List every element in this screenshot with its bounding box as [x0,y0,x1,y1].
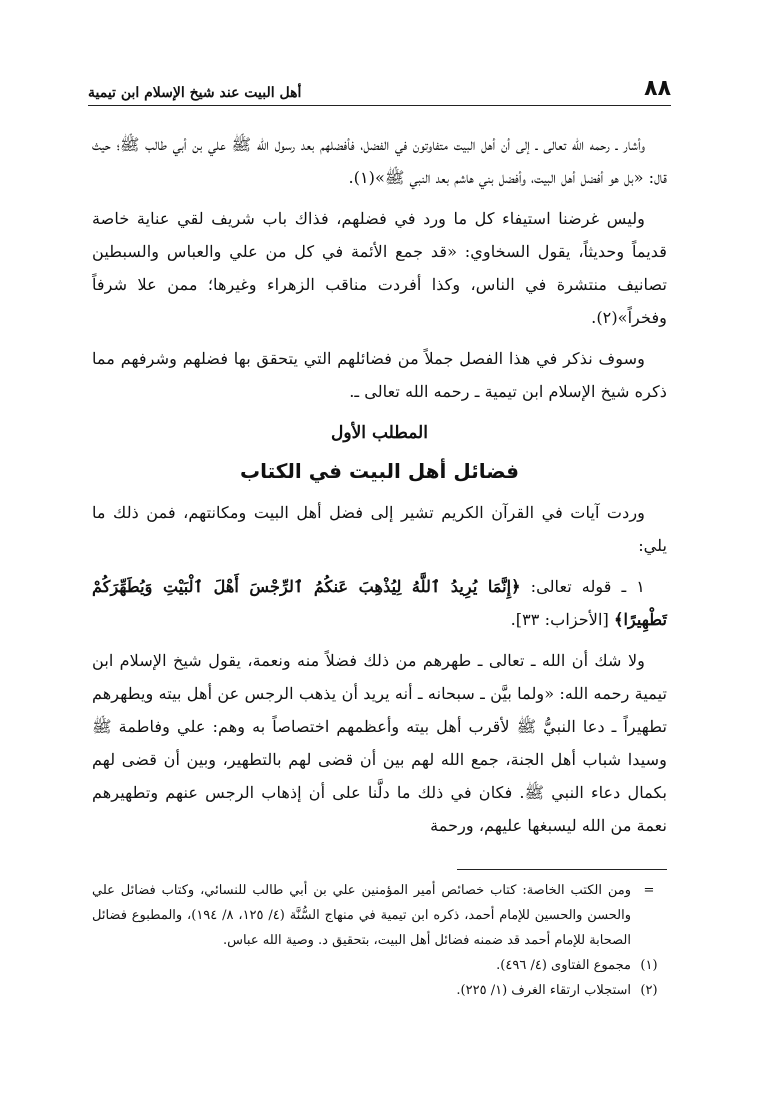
running-title: أهل البيت عند شيخ الإسلام ابن تيمية [88,85,302,101]
intro-paragraph: وردت آيات في القرآن الكريم تشير إلى فضل أهل البيت ومكانتهم، فمن ذلك ما يلي: [92,503,667,555]
page-number: ٨٨ [644,76,671,101]
footnotes [92,878,667,1003]
quran-verse: ﴿إِنَّمَا يُرِيدُ ٱللَّهُ لِيُذْهِبَ عَنكُمُ ٱلرِّجْسَ أَهْلَ ٱلْبَيْتِ وَيُطَهِّرَكُمْ تَطْهِيرًا﴾ [92,577,667,629]
item-1-prefix: ١ ـ قوله تعالى: [520,577,645,596]
footnote-1 [92,953,667,978]
footnote-text: استجلاب ارتقاء الغرف (١/ ٢٢٥). [456,983,631,998]
footnote-divider [457,869,667,870]
item-1-commentary: ولا شك أن الله ـ تعالى ـ طهرهم من ذلك فضلاً منه ونعمة، يقول شيخ الإسلام ابن تيمية رحمه الله: «ولما بيَّن ـ سبحانه ـ أنه يريد أن يذهب الرجس عن أهل بيته ويطهرهم تطهيراً ـ دعا النبيُّ ﷺ لأقرب أهل بيته وأعظمهم اختصاصاً به وهم: علي وفاطمة ﷺ وسيدا شباب أهل الجنة، جمع الله لهم بين أن قضى لهم بالتطهير، وبين أن قضى لهم بكمال دعاء النبي ﷺ. فكان في ذلك ما دلَّنا على أن إذهاب الرجس عنهم وتطهيرهم نعمة من الله ليسبغها عليهم، ورحمة [92,651,667,835]
footnote-text: مجموع الفتاوى (٤/ ٤٩٦). [496,958,631,973]
footnote-mark: (٢) [640,983,658,998]
verse-reference: [الأحزاب: ٣٣]. [510,610,614,629]
footnote-2 [92,978,667,1003]
running-header [88,68,671,106]
paragraph-3: وسوف نذكر في هذا الفصل جملاً من فضائلهم التي يتحقق بها فضلهم وشرفهم مما ذكره شيخ الإسلام ابن تيمية ـ رحمه الله تعالى ـ. [92,349,667,401]
footnote-text: ومن الكتب الخاصة: كتاب خصائص أمير المؤمنين علي بن أبي طالب للنسائي، وكتاب فضائل علي والحسن والحسين للإمام أحمد، ذكره ابن تيمية في منهاج السُّنَّة (٤/ ١٢٥، ٨/ ١٩٤)، والمطبوع فضائل الصحابة للإمام أحمد قد ضمنه فضائل أهل البيت، بتحقيق د. وصية الله عباس. [92,883,632,948]
subsection-heading: فضائل أهل البيت في الكتاب [239,459,520,483]
footnote-continued [92,878,667,953]
paragraph-2: وليس غرضنا استيفاء كل ما ورد في فضلهم، فذاك باب شريف لقي عناية خاصة قديماً وحديثاً، يقول السخاوي: «قد جمع الأئمة في كل من علي والعباس والسبطين تصانيف منتشرة في الناس، وكذا أفردت مناقب الزهراء وغيرها؛ ممن علا شرفاً وفخراً»(٢). [92,209,667,327]
main-text [92,128,667,850]
paragraph-1: وأشار ـ رحمه الله تعالى ـ إلى أن أهل البيت متفاوتون في الفضل، فأفضلهم بعد رسول الله ﷺ علي بن أبي طالب ﷺ؛ حيث قال: «بل هو أفضل أهل البيت، وأفضل بني هاشم بعد النبي ﷺ»(١). [92,135,667,187]
item-1 [92,570,667,636]
footnote-mark: = [643,883,655,898]
footnote-mark: (١) [640,958,658,973]
section-heading: المطلب الأول [331,423,428,443]
